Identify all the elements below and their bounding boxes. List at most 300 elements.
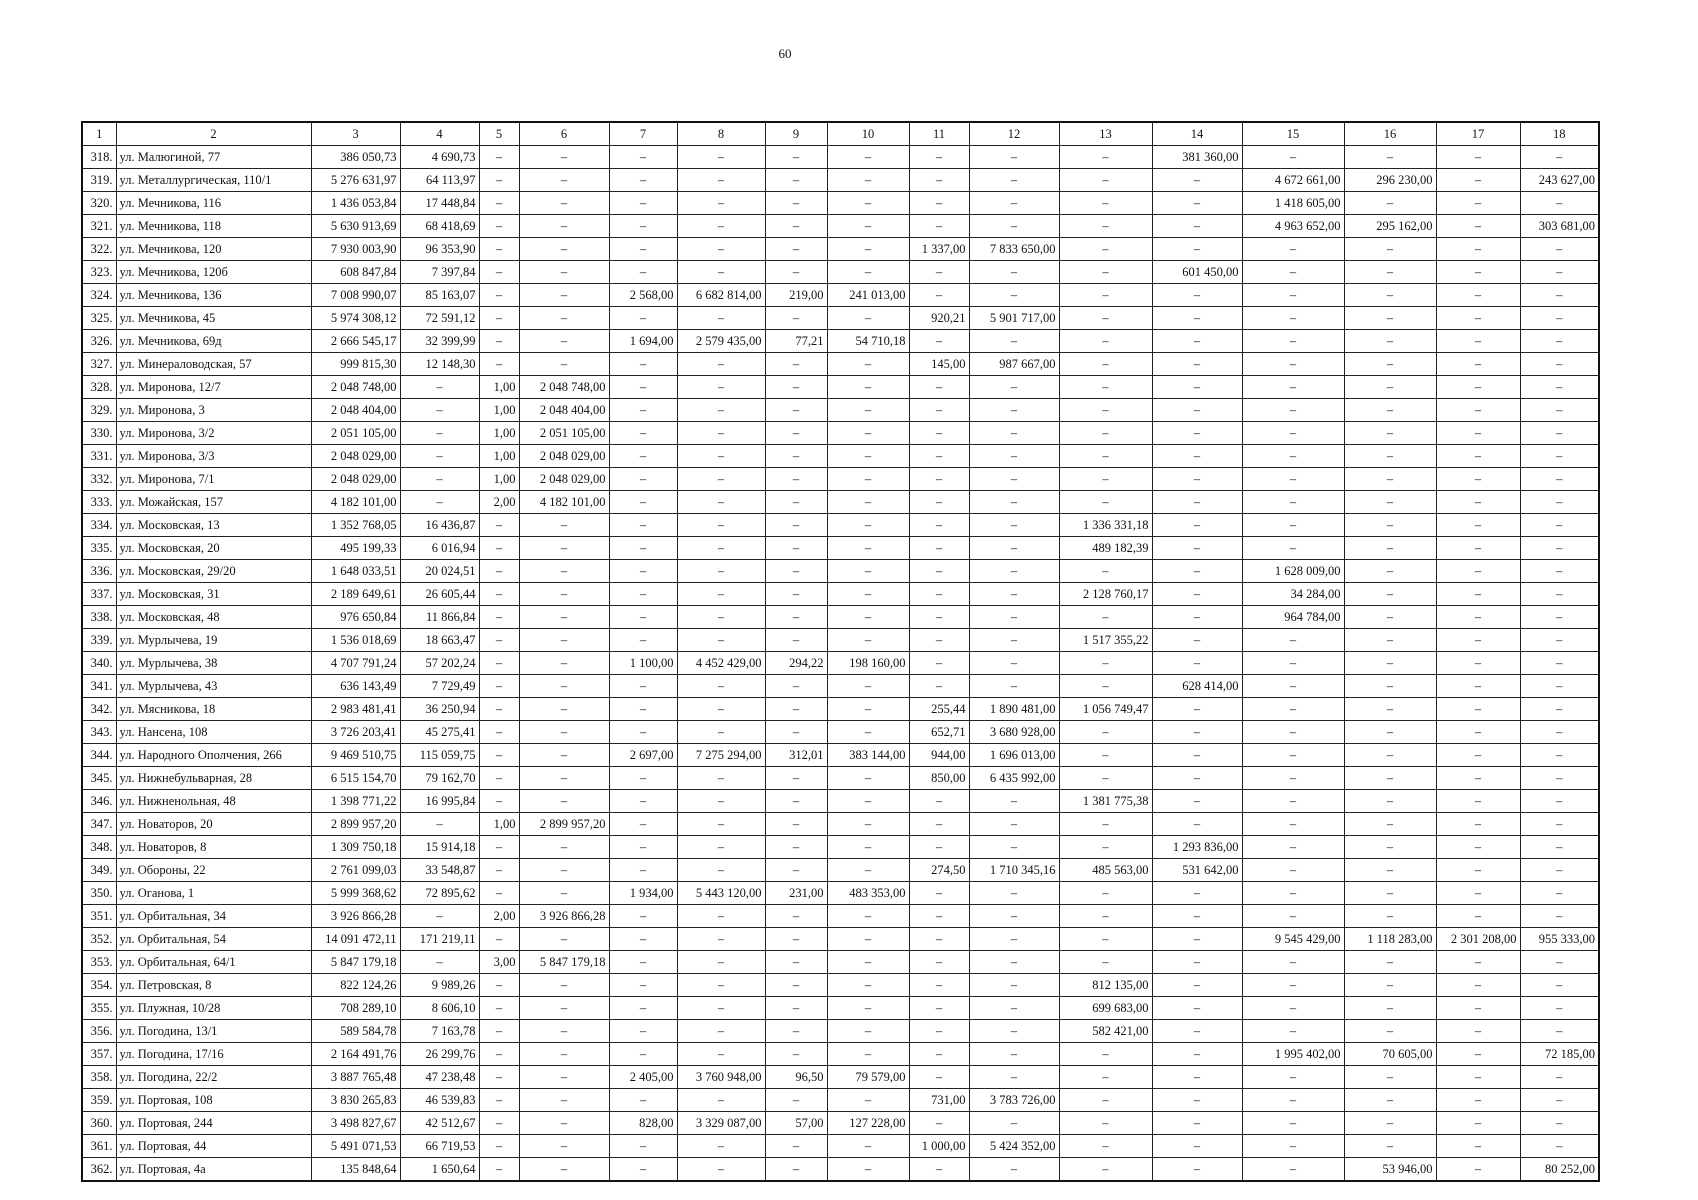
value-cell: –: [1152, 813, 1242, 836]
value-cell: –: [479, 974, 519, 997]
value-cell: 850,00: [909, 767, 969, 790]
value-cell: –: [969, 928, 1059, 951]
value-cell: 274,50: [909, 859, 969, 882]
value-cell: 46 539,83: [400, 1089, 479, 1112]
value-cell: –: [827, 491, 909, 514]
value-cell: –: [1344, 1135, 1436, 1158]
address-cell: ул. Миронова, 3/3: [116, 445, 311, 468]
value-cell: –: [969, 399, 1059, 422]
value-cell: 7 833 650,00: [969, 238, 1059, 261]
value-cell: –: [1152, 767, 1242, 790]
value-cell: –: [765, 813, 827, 836]
value-cell: 1 890 481,00: [969, 698, 1059, 721]
value-cell: 383 144,00: [827, 744, 909, 767]
value-cell: –: [909, 491, 969, 514]
row-number: 354.: [82, 974, 116, 997]
value-cell: –: [609, 859, 677, 882]
value-cell: 42 512,67: [400, 1112, 479, 1135]
value-cell: –: [827, 445, 909, 468]
value-cell: 57 202,24: [400, 652, 479, 675]
value-cell: –: [1242, 353, 1344, 376]
address-cell: ул. Обороны, 22: [116, 859, 311, 882]
value-cell: 115 059,75: [400, 744, 479, 767]
value-cell: 20 024,51: [400, 560, 479, 583]
value-cell: –: [1242, 813, 1344, 836]
value-cell: –: [909, 376, 969, 399]
value-cell: 9 989,26: [400, 974, 479, 997]
table-row: [82, 1066, 1599, 1089]
value-cell: –: [1344, 1066, 1436, 1089]
value-cell: –: [765, 169, 827, 192]
address-cell: ул. Новаторов, 8: [116, 836, 311, 859]
value-cell: –: [677, 537, 765, 560]
value-cell: –: [479, 652, 519, 675]
value-cell: 1 056 749,47: [1059, 698, 1152, 721]
value-cell: –: [765, 422, 827, 445]
value-cell: –: [969, 675, 1059, 698]
value-cell: 1 352 768,05: [311, 514, 400, 537]
value-cell: –: [479, 882, 519, 905]
value-cell: –: [519, 146, 609, 169]
header-row: [82, 122, 1599, 146]
value-cell: –: [1059, 353, 1152, 376]
value-cell: 80 252,00: [1520, 1158, 1599, 1182]
value-cell: –: [1152, 974, 1242, 997]
value-cell: 72 895,62: [400, 882, 479, 905]
value-cell: –: [677, 215, 765, 238]
table-row: [82, 514, 1599, 537]
value-cell: –: [609, 974, 677, 997]
address-cell: ул. Мечникова, 120: [116, 238, 311, 261]
value-cell: –: [479, 1043, 519, 1066]
value-cell: –: [1059, 721, 1152, 744]
row-number: 342.: [82, 698, 116, 721]
value-cell: –: [1520, 652, 1599, 675]
value-cell: –: [1059, 146, 1152, 169]
value-cell: –: [1059, 675, 1152, 698]
table-row: [82, 790, 1599, 813]
value-cell: –: [765, 951, 827, 974]
value-cell: –: [765, 836, 827, 859]
value-cell: –: [909, 537, 969, 560]
value-cell: –: [609, 353, 677, 376]
row-number: 353.: [82, 951, 116, 974]
row-number: 333.: [82, 491, 116, 514]
value-cell: –: [969, 491, 1059, 514]
value-cell: –: [400, 491, 479, 514]
value-cell: –: [1436, 1066, 1520, 1089]
value-cell: –: [969, 215, 1059, 238]
value-cell: –: [1344, 974, 1436, 997]
value-cell: 79 579,00: [827, 1066, 909, 1089]
value-cell: –: [1152, 560, 1242, 583]
table-row: [82, 399, 1599, 422]
table-row: [82, 1043, 1599, 1066]
value-cell: –: [827, 813, 909, 836]
value-cell: –: [1344, 606, 1436, 629]
value-cell: 6 515 154,70: [311, 767, 400, 790]
value-cell: –: [827, 698, 909, 721]
value-cell: –: [1242, 514, 1344, 537]
value-cell: –: [765, 537, 827, 560]
value-cell: –: [1059, 606, 1152, 629]
value-cell: –: [1344, 1089, 1436, 1112]
value-cell: –: [969, 790, 1059, 813]
value-cell: –: [519, 698, 609, 721]
value-cell: –: [1436, 1158, 1520, 1182]
value-cell: –: [519, 1066, 609, 1089]
value-cell: –: [677, 836, 765, 859]
value-cell: –: [479, 537, 519, 560]
value-cell: 2 405,00: [609, 1066, 677, 1089]
value-cell: 1 100,00: [609, 652, 677, 675]
value-cell: –: [1520, 1112, 1599, 1135]
address-cell: ул. Московская, 13: [116, 514, 311, 537]
value-cell: –: [909, 1066, 969, 1089]
value-cell: –: [909, 813, 969, 836]
row-number: 338.: [82, 606, 116, 629]
value-cell: –: [827, 169, 909, 192]
value-cell: –: [609, 238, 677, 261]
value-cell: –: [609, 583, 677, 606]
value-cell: –: [519, 307, 609, 330]
row-number: 340.: [82, 652, 116, 675]
value-cell: –: [909, 675, 969, 698]
value-cell: –: [909, 445, 969, 468]
value-cell: –: [1436, 169, 1520, 192]
value-cell: 70 605,00: [1344, 1043, 1436, 1066]
value-cell: –: [1344, 399, 1436, 422]
value-cell: 79 162,70: [400, 767, 479, 790]
value-cell: –: [519, 790, 609, 813]
table-row: [82, 491, 1599, 514]
value-cell: –: [519, 859, 609, 882]
value-cell: –: [1436, 445, 1520, 468]
value-cell: –: [479, 514, 519, 537]
value-cell: –: [1059, 813, 1152, 836]
row-number: 352.: [82, 928, 116, 951]
value-cell: –: [1059, 284, 1152, 307]
value-cell: –: [1344, 951, 1436, 974]
table-row: [82, 767, 1599, 790]
value-cell: –: [1436, 629, 1520, 652]
value-cell: 495 199,33: [311, 537, 400, 560]
table-row: [82, 882, 1599, 905]
value-cell: 3 680 928,00: [969, 721, 1059, 744]
value-cell: 6 016,94: [400, 537, 479, 560]
row-number: 358.: [82, 1066, 116, 1089]
value-cell: –: [909, 1112, 969, 1135]
value-cell: 485 563,00: [1059, 859, 1152, 882]
value-cell: –: [1436, 146, 1520, 169]
value-cell: –: [827, 238, 909, 261]
value-cell: –: [969, 583, 1059, 606]
value-cell: –: [519, 537, 609, 560]
value-cell: –: [969, 1158, 1059, 1182]
value-cell: –: [765, 859, 827, 882]
row-number: 350.: [82, 882, 116, 905]
value-cell: –: [479, 859, 519, 882]
value-cell: –: [1520, 399, 1599, 422]
value-cell: –: [827, 606, 909, 629]
value-cell: –: [1520, 629, 1599, 652]
value-cell: –: [1242, 767, 1344, 790]
value-cell: –: [1242, 284, 1344, 307]
value-cell: –: [1059, 928, 1152, 951]
value-cell: –: [1242, 905, 1344, 928]
value-cell: –: [1436, 560, 1520, 583]
value-cell: 312,01: [765, 744, 827, 767]
value-cell: 85 163,07: [400, 284, 479, 307]
row-number: 322.: [82, 238, 116, 261]
column-header: 9: [765, 122, 827, 146]
value-cell: –: [909, 951, 969, 974]
value-cell: 1 336 331,18: [1059, 514, 1152, 537]
value-cell: –: [519, 1043, 609, 1066]
value-cell: 381 360,00: [1152, 146, 1242, 169]
value-cell: –: [1344, 330, 1436, 353]
value-cell: –: [677, 399, 765, 422]
value-cell: –: [909, 606, 969, 629]
value-cell: –: [519, 238, 609, 261]
value-cell: –: [1520, 1089, 1599, 1112]
value-cell: 1,00: [479, 468, 519, 491]
value-cell: –: [677, 675, 765, 698]
value-cell: 33 548,87: [400, 859, 479, 882]
value-cell: –: [519, 583, 609, 606]
value-cell: –: [1059, 169, 1152, 192]
value-cell: –: [677, 974, 765, 997]
value-cell: –: [677, 376, 765, 399]
value-cell: 1 696 013,00: [969, 744, 1059, 767]
address-cell: ул. Московская, 31: [116, 583, 311, 606]
value-cell: –: [1436, 238, 1520, 261]
value-cell: 489 182,39: [1059, 537, 1152, 560]
value-cell: –: [479, 744, 519, 767]
value-cell: 45 275,41: [400, 721, 479, 744]
value-cell: 2 164 491,76: [311, 1043, 400, 1066]
value-cell: –: [1152, 698, 1242, 721]
value-cell: 2 048 748,00: [311, 376, 400, 399]
value-cell: –: [909, 1043, 969, 1066]
address-cell: ул. Портовая, 108: [116, 1089, 311, 1112]
value-cell: –: [909, 146, 969, 169]
value-cell: 2 697,00: [609, 744, 677, 767]
value-cell: 1 293 836,00: [1152, 836, 1242, 859]
value-cell: 2 048 029,00: [311, 468, 400, 491]
value-cell: 16 995,84: [400, 790, 479, 813]
value-cell: –: [909, 1158, 969, 1182]
value-cell: –: [479, 606, 519, 629]
value-cell: 2 048 748,00: [519, 376, 609, 399]
table-row: [82, 974, 1599, 997]
value-cell: 2 051 105,00: [519, 422, 609, 445]
value-cell: 47 238,48: [400, 1066, 479, 1089]
value-cell: 1 418 605,00: [1242, 192, 1344, 215]
value-cell: –: [1520, 422, 1599, 445]
address-cell: ул. Народного Ополчения, 266: [116, 744, 311, 767]
value-cell: –: [1436, 1043, 1520, 1066]
value-cell: –: [1152, 1066, 1242, 1089]
value-cell: –: [479, 836, 519, 859]
value-cell: –: [1152, 790, 1242, 813]
address-cell: ул. Погодина, 22/2: [116, 1066, 311, 1089]
value-cell: –: [677, 169, 765, 192]
row-number: 327.: [82, 353, 116, 376]
value-cell: –: [677, 698, 765, 721]
row-number: 359.: [82, 1089, 116, 1112]
value-cell: –: [609, 813, 677, 836]
value-cell: –: [1520, 192, 1599, 215]
column-header: 12: [969, 122, 1059, 146]
value-cell: 2 051 105,00: [311, 422, 400, 445]
table-row: [82, 1089, 1599, 1112]
column-header: 2: [116, 122, 311, 146]
value-cell: –: [1344, 813, 1436, 836]
address-cell: ул. Можайская, 157: [116, 491, 311, 514]
value-cell: 2 048 029,00: [519, 468, 609, 491]
value-cell: –: [609, 146, 677, 169]
row-number: 346.: [82, 790, 116, 813]
value-cell: –: [479, 1066, 519, 1089]
value-cell: –: [827, 1020, 909, 1043]
value-cell: –: [609, 445, 677, 468]
value-cell: –: [765, 399, 827, 422]
value-cell: –: [1152, 882, 1242, 905]
value-cell: –: [677, 468, 765, 491]
value-cell: 699 683,00: [1059, 997, 1152, 1020]
value-cell: –: [1344, 376, 1436, 399]
value-cell: –: [969, 813, 1059, 836]
address-cell: ул. Нижненольная, 48: [116, 790, 311, 813]
value-cell: –: [479, 261, 519, 284]
value-cell: –: [519, 330, 609, 353]
value-cell: –: [1059, 307, 1152, 330]
value-cell: –: [479, 284, 519, 307]
value-cell: –: [519, 1112, 609, 1135]
value-cell: –: [969, 882, 1059, 905]
table-row: [82, 721, 1599, 744]
row-number: 331.: [82, 445, 116, 468]
value-cell: –: [519, 1089, 609, 1112]
value-cell: 296 230,00: [1344, 169, 1436, 192]
value-cell: –: [1152, 445, 1242, 468]
value-cell: –: [969, 1066, 1059, 1089]
value-cell: 386 050,73: [311, 146, 400, 169]
value-cell: –: [1344, 997, 1436, 1020]
table-row: [82, 629, 1599, 652]
value-cell: –: [479, 1020, 519, 1043]
value-cell: –: [1344, 836, 1436, 859]
value-cell: 7 729,49: [400, 675, 479, 698]
value-cell: –: [677, 928, 765, 951]
value-cell: 1 398 771,22: [311, 790, 400, 813]
value-cell: 26 299,76: [400, 1043, 479, 1066]
address-cell: ул. Новаторов, 20: [116, 813, 311, 836]
value-cell: –: [519, 767, 609, 790]
address-cell: ул. Портовая, 4а: [116, 1158, 311, 1182]
column-header: 4: [400, 122, 479, 146]
value-cell: –: [677, 560, 765, 583]
value-cell: –: [400, 468, 479, 491]
value-cell: –: [1436, 422, 1520, 445]
table-row: [82, 698, 1599, 721]
value-cell: –: [1344, 790, 1436, 813]
value-cell: –: [1436, 1020, 1520, 1043]
value-cell: –: [765, 238, 827, 261]
value-cell: 3 329 087,00: [677, 1112, 765, 1135]
value-cell: –: [765, 514, 827, 537]
value-cell: –: [1344, 261, 1436, 284]
value-cell: –: [479, 790, 519, 813]
value-cell: 303 681,00: [1520, 215, 1599, 238]
value-cell: –: [909, 261, 969, 284]
value-cell: –: [1520, 698, 1599, 721]
value-cell: –: [1242, 445, 1344, 468]
value-cell: –: [1152, 928, 1242, 951]
value-cell: 5 901 717,00: [969, 307, 1059, 330]
value-cell: –: [1242, 744, 1344, 767]
value-cell: –: [609, 514, 677, 537]
value-cell: –: [1344, 721, 1436, 744]
value-cell: –: [827, 974, 909, 997]
value-cell: –: [1344, 491, 1436, 514]
value-cell: 3,00: [479, 951, 519, 974]
address-cell: ул. Портовая, 244: [116, 1112, 311, 1135]
value-cell: –: [909, 468, 969, 491]
value-cell: –: [400, 399, 479, 422]
value-cell: –: [609, 629, 677, 652]
table-row: [82, 1020, 1599, 1043]
value-cell: –: [1152, 422, 1242, 445]
value-cell: –: [827, 353, 909, 376]
value-cell: –: [609, 399, 677, 422]
table-row: [82, 353, 1599, 376]
row-number: 334.: [82, 514, 116, 537]
value-cell: –: [1059, 767, 1152, 790]
value-cell: 6 435 992,00: [969, 767, 1059, 790]
row-number: 319.: [82, 169, 116, 192]
value-cell: –: [1152, 583, 1242, 606]
value-cell: –: [765, 1043, 827, 1066]
value-cell: –: [609, 1043, 677, 1066]
value-cell: –: [1059, 744, 1152, 767]
value-cell: –: [1152, 997, 1242, 1020]
value-cell: –: [827, 399, 909, 422]
row-number: 356.: [82, 1020, 116, 1043]
column-header: 6: [519, 122, 609, 146]
address-cell: ул. Московская, 20: [116, 537, 311, 560]
value-cell: –: [400, 905, 479, 928]
value-cell: –: [1436, 330, 1520, 353]
value-cell: –: [677, 905, 765, 928]
value-cell: –: [827, 836, 909, 859]
value-cell: –: [609, 1158, 677, 1182]
value-cell: –: [1436, 859, 1520, 882]
value-cell: –: [969, 629, 1059, 652]
value-cell: –: [1436, 813, 1520, 836]
value-cell: –: [1436, 215, 1520, 238]
row-number: 335.: [82, 537, 116, 560]
value-cell: 1,00: [479, 445, 519, 468]
value-cell: –: [400, 376, 479, 399]
value-cell: –: [609, 215, 677, 238]
value-cell: –: [1520, 721, 1599, 744]
value-cell: 2 128 760,17: [1059, 583, 1152, 606]
address-cell: ул. Петровская, 8: [116, 974, 311, 997]
value-cell: –: [1344, 537, 1436, 560]
value-cell: 53 946,00: [1344, 1158, 1436, 1182]
